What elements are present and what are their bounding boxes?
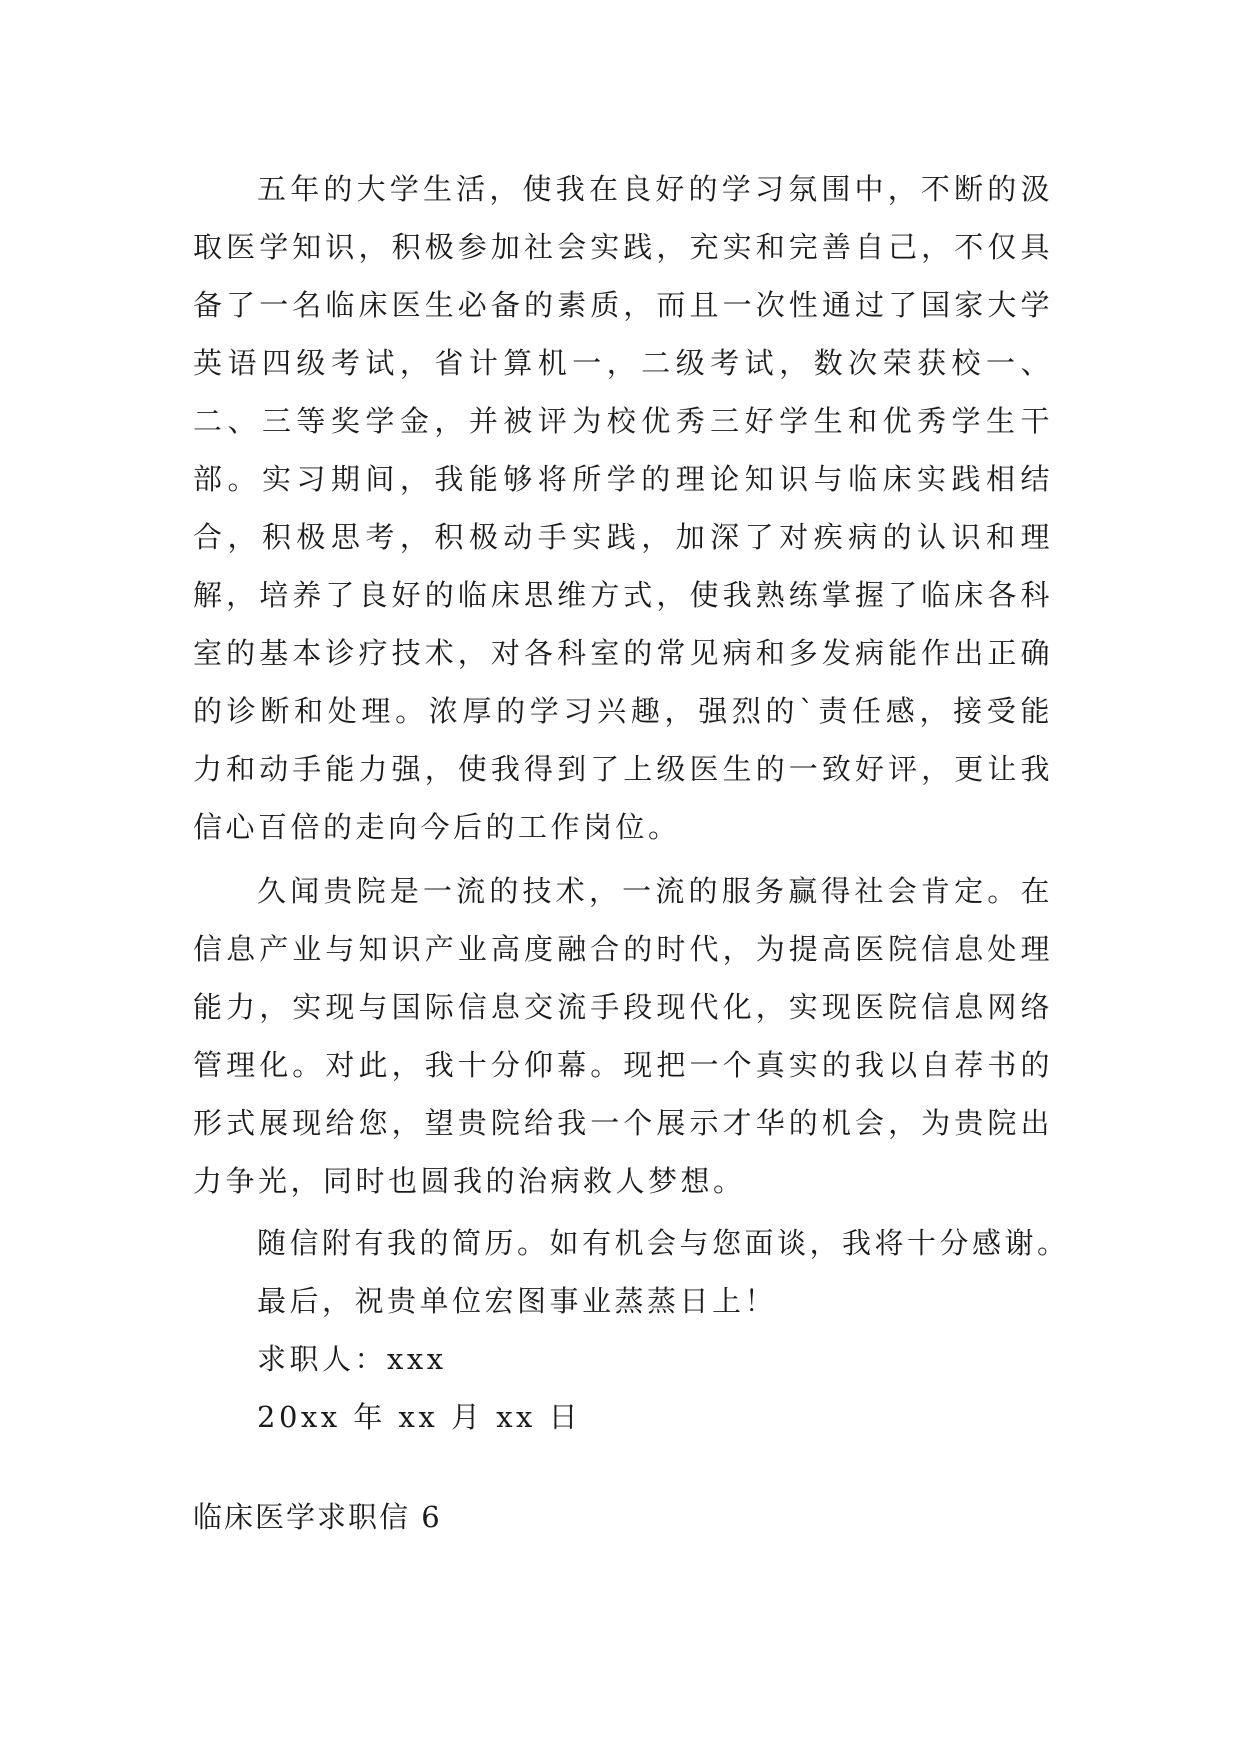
letter-body: [193, 160, 1070, 1446]
paragraph-hospital: 久闻贵院是一流的技术，一流的服务赢得社会肯定。在信息产业与知识产业高度融合的时代，为提高医院信息处理能力，实现与国际信息交流手段现代化，实现医院信息网络管理化。对此，我十分仰幕。现把一个真实的我以自荐书的形式展现给您，望贵院给我一个展示才华的机会，为贵院出力争光，同时也圆我的治病救人梦想。: [193, 874, 1053, 1198]
resume-attached-line: 随信附有我的简历。如有机会与您面谈，我将十分感谢。: [257, 1226, 1070, 1260]
paragraph-education: 五年的大学生活，使我在良好的学习氛围中，不断的汲取医学知识，积极参加社会实践，充实和完善自己，不仅具备了一名临床医生必备的素质，而且一次性通过了国家大学英语四级考试，省计算机一，二级考试，数次荣获校一、二、三等奖学金，并被评为校优秀三好学生和优秀学生干部。实习期间，我能够将所学的理论知识与临床实践相结合，积极思考，积极动手实践，加深了对疾病的认识和理解，培养了良好的临床思维方式，使我熟练掌握了临床各科室的基本诊疗技术，对各科室的常见病和多发病能作出正确的诊断和处理。浓厚的学习兴趣，强烈的`责任感，接受能力和动手能力强，使我得到了上级医生的一致好评，更让我信心百倍的走向今后的工作岗位。: [193, 172, 1053, 844]
next-section-title: 临床医学求职信 6: [193, 1500, 442, 1534]
applicant-signature: 求职人：xxx: [257, 1342, 447, 1376]
letter-date: 20xx 年 xx 月 xx 日: [257, 1400, 582, 1434]
letter-closing: [193, 1214, 1070, 1446]
wishes-line: 最后，祝贵单位宏图事业蒸蒸日上！: [257, 1284, 778, 1318]
